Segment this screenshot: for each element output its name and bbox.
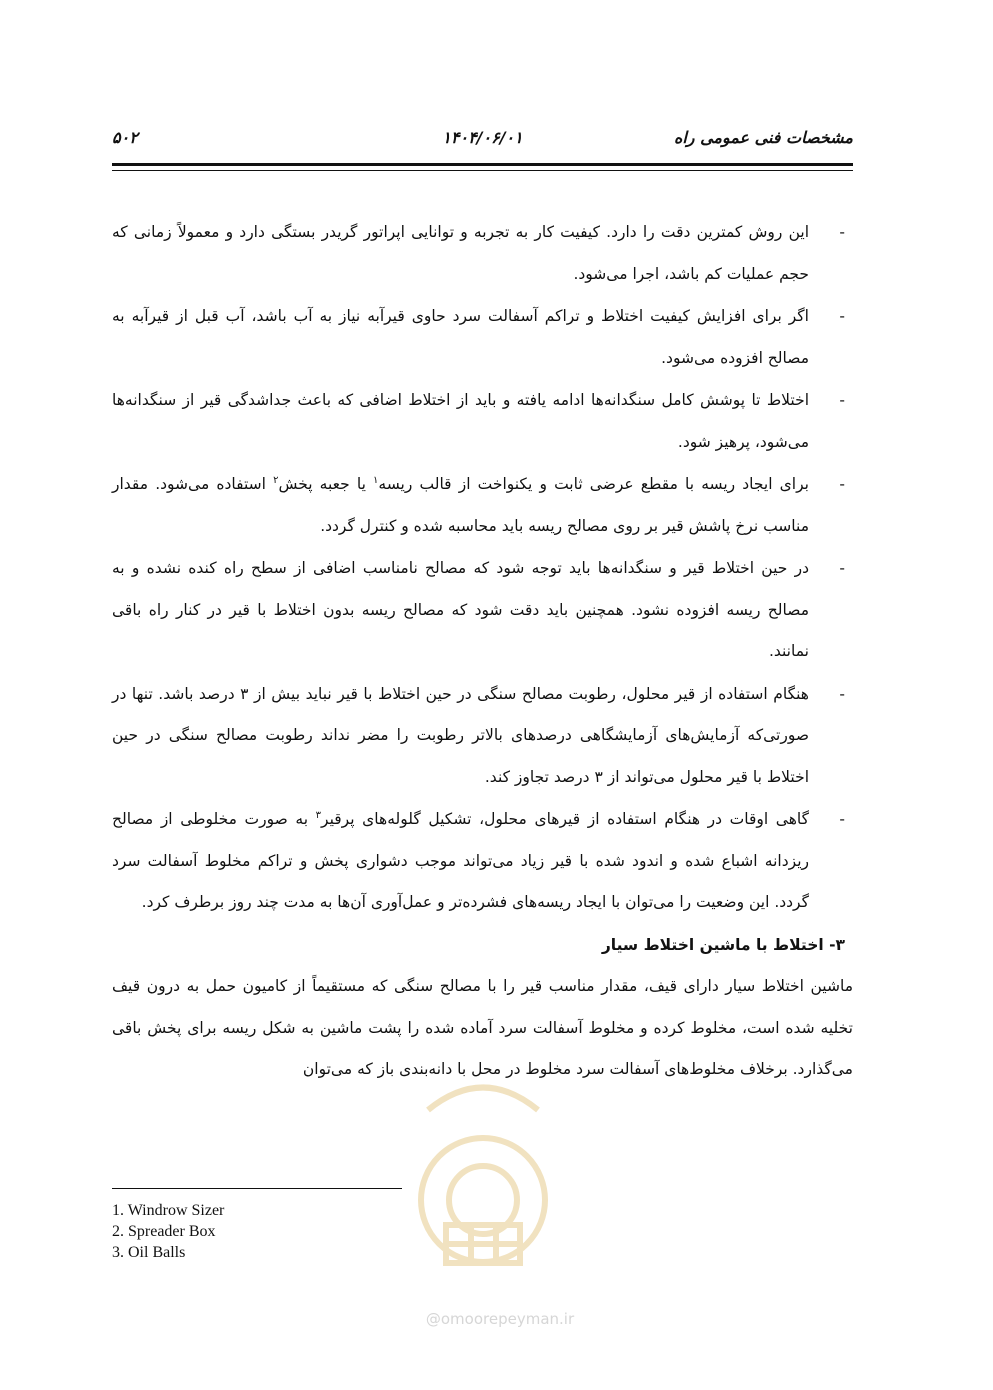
bullet-dash: - (839, 684, 845, 703)
bullet-dash: - (839, 223, 845, 241)
header-rule-thick (112, 163, 853, 166)
header-rule-thin (112, 170, 853, 171)
bullet-item-7 (112, 799, 853, 924)
bullet-text: اختلاط تا پوشش کامل سنگدانه‌ها ادامه یافته و باید از اختلاط اضافی که باعث جداشدگی قیر از سنگدانه‌ها می‌شود، پرهیز شود. (112, 391, 809, 451)
body-text (112, 212, 853, 1091)
page-number: ۵۰۲ (112, 128, 138, 147)
bullet-text: اگر برای افزایش کیفیت اختلاط و تراکم آسفالت سرد حاوی قیرآبه نیاز به آب باشد، آب قبل از قیرآبه به مصالح افزوده می‌شود. (112, 307, 809, 367)
bullet-dash: - (839, 391, 845, 409)
section-heading: ۳- اختلاط با ماشین اختلاط سیار (601, 935, 845, 954)
footnote-3: 3. Oil Balls (112, 1244, 186, 1261)
footnote-1: 1. Windrow Sizer (112, 1202, 225, 1219)
body-paragraph: ماشین اختلاط سیار دارای قیف، مقدار مناسب قیر را با مصالح سنگی که مستقیماً از کامیون حمل به درون قیف تخلیه شده است، مخلوط کرده و مخلوط آسفالت سرد آماده شده را پشت ماشین به شکل ریسه برای پخش باقی می‌گذارد. برخلاف مخلوط‌های آسفالت سرد مخلوط در محل با دانه‌بندی باز که می‌توان (112, 977, 853, 1078)
page-header (112, 128, 853, 160)
bullet-text-b: به صورت مخلوطی از مصالح ریزدانه اشباع شده و اندود شده با قیر زیاد می‌تواند موجب دشواری پخش و تراکم مخلوط آسفالت سرد گردد. این وضعیت را می‌توان با ایجاد ریسه‌های فشرده‌تر و عمل‌آوری آن‌ها به مدت چند روز برطرف کرد. (112, 810, 809, 911)
bullet-item-2 (112, 296, 853, 379)
footnote-ref-1: ۱ (373, 474, 379, 486)
header-title: مشخصات فنی عمومی راه (673, 128, 853, 147)
bullet-dash: - (839, 475, 845, 493)
bullet-text: این روش کمترین دقت را دارد. کیفیت کار به تجربه و توانایی اپراتور گریدر بستگی دارد و معمولاً زمانی که حجم عملیات کم باشد، اجرا می‌شود. (112, 223, 809, 283)
bullet-dash: - (839, 559, 845, 577)
footnote-ref-3: ۳ (315, 809, 322, 821)
footnote-ref-2: ۲ (273, 474, 279, 486)
bullet-item-6 (112, 674, 853, 799)
bullet-text-a: گاهی اوقات در هنگام استفاده از قیرهای محلول، تشکیل گلوله‌های پرقیر (321, 810, 810, 828)
bullet-item-3 (112, 380, 853, 463)
bullet-text: هنگام استفاده از قیر محلول، رطوبت مصالح سنگی در حین اختلاط با قیر نباید بیش از ۳ درصد باشد. تنها در صورتی‌که آزمایش‌های آزمایشگاهی درصدهای بالاتر رطوبت را مضر نداند رطوبت مصالح سنگی در حین اختلاط با قیر محلول می‌تواند از ۳ درصد تجاوز کند. (112, 684, 809, 786)
bullet-text: در حین اختلاط قیر و سنگدانه‌ها باید توجه شود که مصالح نامناسب اضافی از سطح راه کنده نشده و به مصالح ریسه افزوده نشود. همچنین باید دقت شود که مصالح ریسه بدون اختلاط با قیر در کنار راه باقی نمانند. (112, 559, 809, 660)
footnote-2: 2. Spreader Box (112, 1223, 216, 1240)
bullet-text-a: برای ایجاد ریسه با مقطع عرضی ثابت و یکنواخت از قالب ریسه (378, 475, 809, 493)
bullet-item-4 (112, 464, 853, 547)
footnote-rule (112, 1188, 402, 1189)
footnotes (112, 1200, 224, 1263)
bullet-dash: - (839, 810, 845, 828)
bullet-text-c: استفاده می‌شود. مقدار مناسب نرخ پاشش قیر بر روی مصالح ریسه باید محاسبه شده و کنترل گردد. (112, 475, 809, 535)
bullet-item-1 (112, 212, 853, 295)
watermark-seal-icon (388, 1050, 578, 1320)
bullet-dash: - (839, 307, 845, 325)
bullet-item-5 (112, 548, 853, 673)
watermark-text: @omoorepeyman.ir (425, 1310, 575, 1328)
header-date: ۱۴۰۴/۰۶/۰۱ (442, 128, 523, 147)
bullet-text-b: یا جعبه پخش (278, 475, 374, 493)
